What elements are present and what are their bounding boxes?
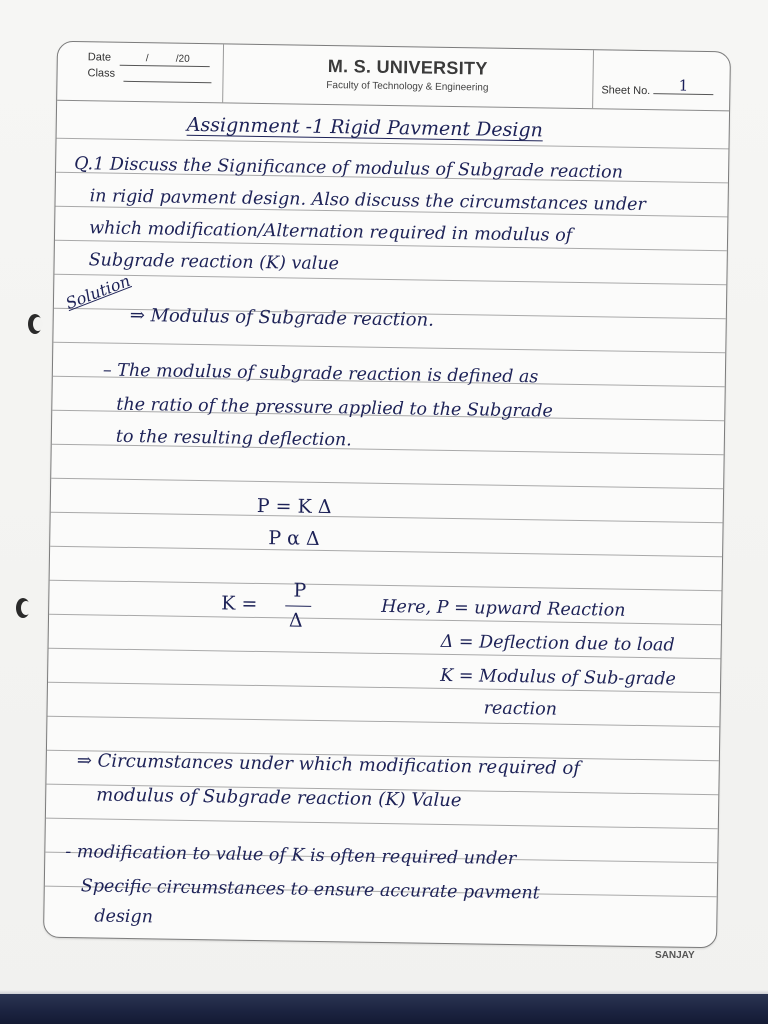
sheet-header xyxy=(57,42,730,112)
definition-line: the ratio of the pressure applied to the Subgrade xyxy=(116,394,554,422)
paragraph-line: Specific circumstances to ensure accurate pavment xyxy=(80,876,540,904)
k-formula-lhs: K = xyxy=(221,592,258,615)
assignment-title: Assignment -1 Rigid Pavment Design xyxy=(186,113,544,142)
ruled-line xyxy=(57,138,729,150)
sheet-number-label: Sheet No. xyxy=(601,84,651,98)
sheet-number-box xyxy=(592,50,731,110)
section-heading: modulus of Subgrade reaction (K) Value xyxy=(96,784,462,812)
ruled-line xyxy=(51,512,723,524)
where-line: Δ = Deflection due to load xyxy=(440,631,675,656)
class-label: Class xyxy=(87,67,116,80)
ruled-line xyxy=(50,580,722,592)
section-heading: ⇒ Modulus of Subgrade reaction. xyxy=(129,304,435,331)
fraction-bar xyxy=(285,605,311,606)
university-name: M. S. UNIVERSITY xyxy=(327,56,488,79)
class-field xyxy=(123,81,211,83)
cloth-background xyxy=(0,994,768,1024)
ruled-line xyxy=(53,342,725,354)
notebook-sheet xyxy=(43,41,731,948)
section-heading: ⇒ Circumstances under which modification required of xyxy=(76,750,581,780)
ruled-line xyxy=(51,478,723,490)
punch-hole-icon xyxy=(16,598,30,618)
question-line: Q.1 Discuss the Significance of modulus of Subgrade reaction xyxy=(73,154,624,183)
definition-line: – The modulus of subgrade reaction is defined as xyxy=(102,360,539,388)
brand-footer: SANJAY xyxy=(655,950,695,961)
question-line: which modification/Alternation required in modulus of xyxy=(88,218,573,246)
faculty-name: Faculty of Technology & Engineering xyxy=(326,79,489,94)
ruled-line xyxy=(50,546,722,558)
date-label: Date xyxy=(87,51,112,64)
sheet-number-value: 1 xyxy=(653,77,713,95)
paragraph-line: - modification to value of K is often required under xyxy=(65,841,517,870)
definition-line: to the resulting deflection. xyxy=(115,426,352,451)
date-class-box: Date / /20 Class xyxy=(57,42,224,103)
equation: P α Δ xyxy=(268,527,320,550)
ruled-line xyxy=(54,274,726,286)
equation: P = K Δ xyxy=(256,494,332,519)
where-line: reaction xyxy=(483,698,558,720)
k-formula-numerator: P xyxy=(293,579,307,602)
question-line: Subgrade reaction (K) value xyxy=(88,250,340,275)
ruled-line xyxy=(46,818,718,830)
solution-label: Solution xyxy=(62,270,133,313)
ruled-line xyxy=(47,716,719,728)
date-field xyxy=(120,65,210,67)
where-line: K = Modulus of Sub-grade xyxy=(440,665,677,690)
paragraph-line: design xyxy=(94,906,154,928)
k-formula-denominator: Δ xyxy=(288,609,303,632)
where-line: Here, P = upward Reaction xyxy=(381,596,626,621)
question-line: in rigid pavment design. Also discuss the circumstances under xyxy=(89,186,647,216)
punch-hole-icon xyxy=(28,314,42,334)
university-banner xyxy=(222,44,593,108)
